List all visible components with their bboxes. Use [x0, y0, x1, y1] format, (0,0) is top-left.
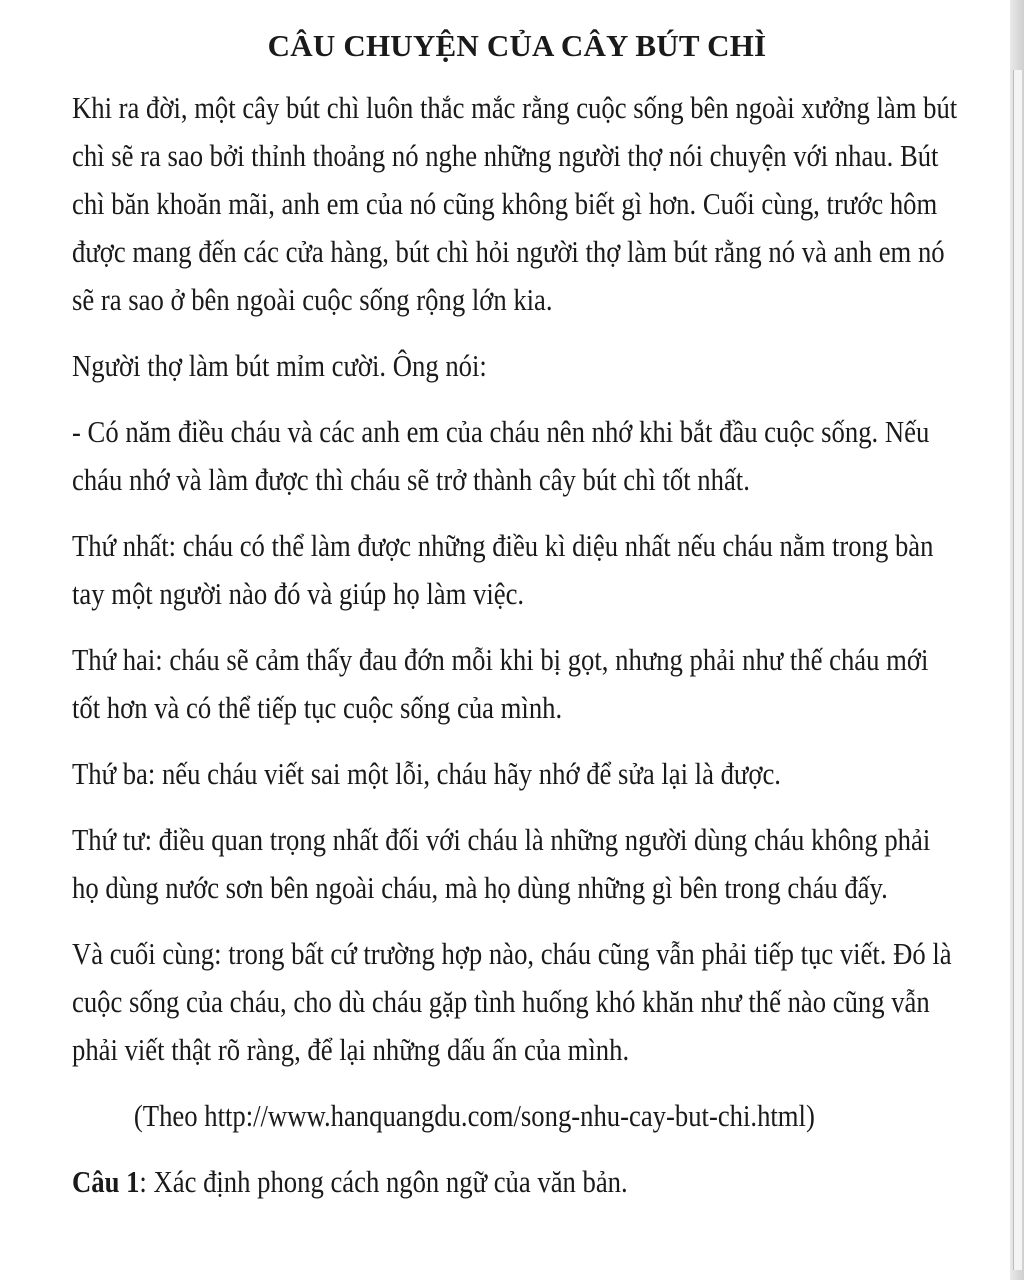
paragraph-smile: Người thợ làm bút mỉm cười. Ông nói:	[72, 348, 487, 383]
document-page	[72, 22, 962, 1224]
paragraph-fourth: Thứ tư: điều quan trọng nhất đối với cháu là những người dùng cháu không phải họ dùng nước sơn bên ngoài cháu, mà họ dùng những gì bên trong cháu đấy.	[72, 822, 931, 905]
question-text: : Xác định phong cách ngôn ngữ của văn bản.	[139, 1164, 628, 1199]
paragraph-five-things: - Có năm điều cháu và các anh em của cháu nên nhớ khi bắt đầu cuộc sống. Nếu cháu nhớ và làm được thì cháu sẽ trở thành cây bút chì tốt nhất.	[72, 414, 930, 497]
question-1	[72, 1158, 961, 1206]
question-label: Câu 1	[72, 1164, 140, 1199]
source-citation: (Theo http://www.hanquangdu.com/song-nhu-cay-but-chi.html)	[133, 1098, 815, 1133]
paragraph-third: Thứ ba: nếu cháu viết sai một lỗi, cháu hãy nhớ để sửa lại là được.	[72, 756, 781, 791]
story-title: CÂU CHUYỆN CỦA CÂY BÚT CHÌ	[267, 28, 767, 63]
paragraph-second: Thứ hai: cháu sẽ cảm thấy đau đớn mỗi khi bị gọt, nhưng phải như thế cháu mới tốt hơn và có thể tiếp tục cuộc sống của mình.	[72, 642, 929, 725]
scroll-track	[1013, 70, 1022, 1270]
paragraph-intro: Khi ra đời, một cây bút chì luôn thắc mắc rằng cuộc sống bên ngoài xưởng làm bút chì sẽ ra sao bởi thỉnh thoảng nó nghe những người thợ nói chuyện với nhau. Bút chì băn khoăn mãi, anh em của nó cũng không biết gì hơn. Cuối cùng, trước hôm được mang đến các cửa hàng, bút chì hỏi người thợ làm bút rằng nó và anh em nó sẽ ra sao ở bên ngoài cuộc sống rộng lớn kia.	[72, 90, 958, 317]
page-edge-scrollbar	[1010, 0, 1024, 1280]
paragraph-first: Thứ nhất: cháu có thể làm được những điều kì diệu nhất nếu cháu nằm trong bàn tay một người nào đó và giúp họ làm việc.	[72, 528, 934, 611]
paragraph-finally: Và cuối cùng: trong bất cứ trường hợp nào, cháu cũng vẫn phải tiếp tục viết. Đó là cuộc sống của cháu, cho dù cháu gặp tình huống khó khăn như thế nào cũng vẫn phải viết thật rõ ràng, để lại những dấu ấn của mình.	[72, 936, 952, 1067]
